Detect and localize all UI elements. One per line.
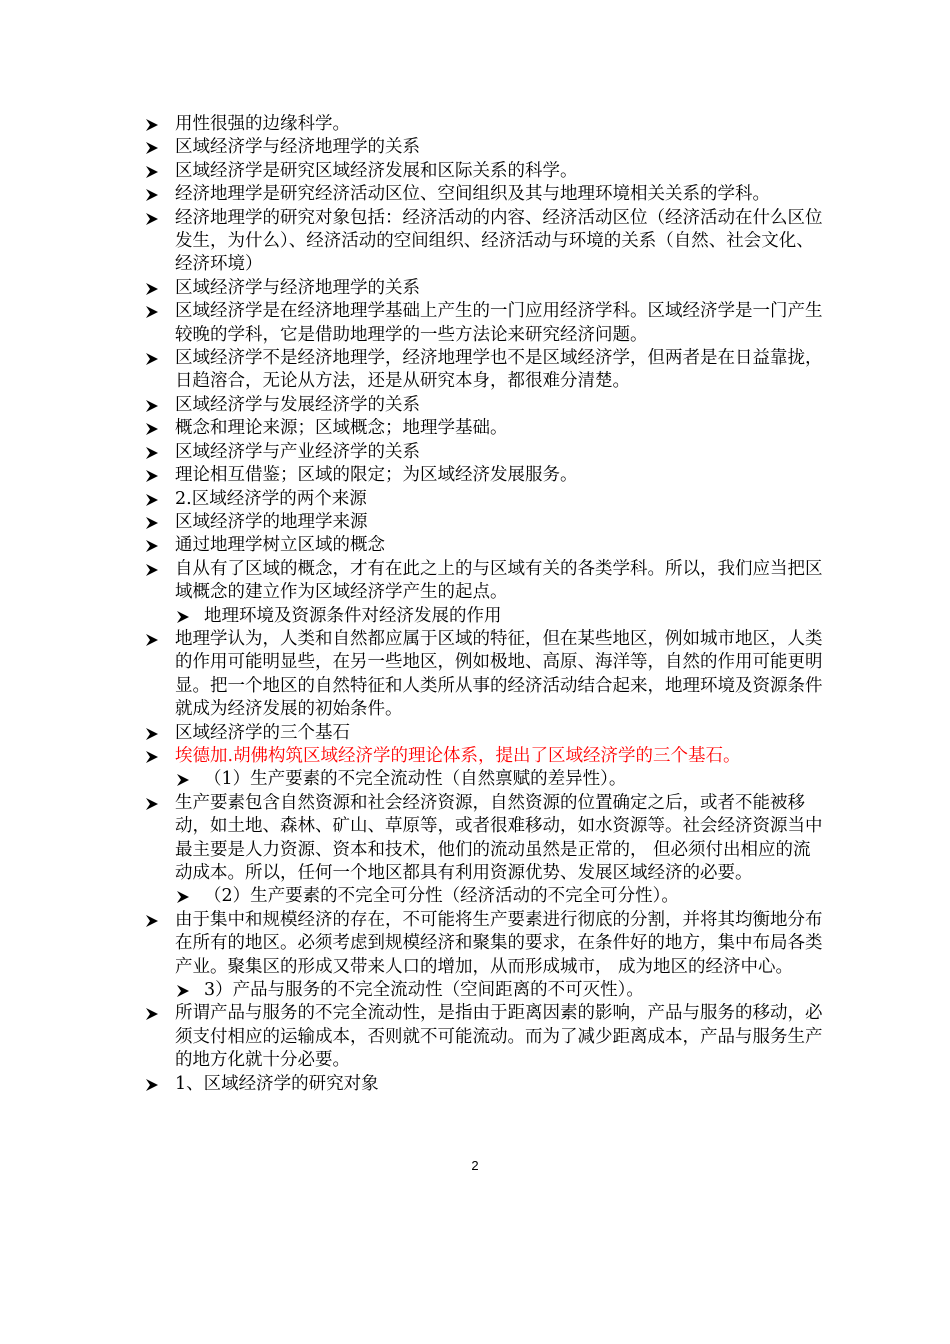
bullet-text: 区域经济学与经济地理学的关系 [175,277,420,298]
arrow-bullet-icon [143,350,161,368]
bullet-text: 区域经济学是在经济地理学基础上产生的一门应用经济学科。区域经济学是一门产生较晚的学科，它是借助地理学的一些方法论来研究经济问题。 [175,301,823,345]
arrow-bullet-icon [143,1005,161,1023]
arrow-bullet-icon [143,397,161,415]
bullet-text: 地理学认为，人类和自然都应属于区域的特征，但在某些地区，例如城市地区，人类的作用可能明显些，在另一些地区，例如极地、高原、海洋等，自然的作用可能更明显。把一个地区的自然特征和人类所从事的经济活动结合起来，地理环境及资源条件就成为经济发展的初始条件。 [175,628,823,720]
bullet-item [143,1073,823,1096]
bullet-text: 经济地理学是研究经济活动区位、空间组织及其与地理环境相关关系的学科。 [175,184,770,205]
arrow-bullet-icon [143,537,161,555]
page-number: 2 [471,1158,479,1173]
bullet-text: 概念和理论来源；区域概念；地理学基础。 [175,418,508,439]
sub-bullet-item [174,768,823,791]
bullet-text: 区域经济学与产业经济学的关系 [175,441,420,462]
arrow-bullet-icon [143,116,161,134]
bullet-text: （1）生产要素的不完全流动性（自然禀赋的差异性）。 [204,769,627,790]
bullet-text: 区域经济学与发展经济学的关系 [175,394,420,415]
bullet-item [143,441,823,464]
bullet-item [143,464,823,487]
bullet-item [143,792,823,886]
bullet-list [143,113,823,1096]
bullet-item [143,722,823,745]
bullet-text: 理论相互借鉴；区域的限定；为区域经济发展服务。 [175,465,578,486]
bullet-item [143,160,823,183]
bullet-item [143,207,823,277]
bullet-item [143,113,823,136]
arrow-bullet-icon [174,982,192,1000]
bullet-item [143,277,823,300]
bullet-text: 生产要素包含自然资源和社会经济资源，自然资源的位置确定之后，或者不能被移动，如土地、森林、矿山、草原等，或者很难移动，如水资源等。社会经济资源当中最主要是人力资源、资本和技术，他们的流动虽然是正常的， 但必须付出相应的流动成本。所以，任何一个地区都具有利用资源优势、发展区域经济的必要。 [175,792,823,883]
bullet-text: 2.区域经济学的两个来源 [175,488,367,509]
arrow-bullet-icon [174,888,192,906]
arrow-bullet-icon [143,163,161,181]
bullet-item [143,417,823,440]
arrow-bullet-icon [143,139,161,157]
arrow-bullet-icon [143,467,161,485]
bullet-item [143,909,823,979]
bullet-item [143,347,823,394]
bullet-item [143,394,823,417]
bullet-text: （2）生产要素的不完全可分性（经济活动的不完全可分性）。 [204,886,679,907]
bullet-text: 区域经济学不是经济地理学，经济地理学也不是区域经济学，但两者是在日益靠拢，日趋溶合，无论从方法，还是从研究本身，都很难分清楚。 [175,348,823,392]
arrow-bullet-icon [143,631,161,649]
arrow-bullet-icon [143,725,161,743]
bullet-text: 区域经济学是研究区域经济发展和区际关系的科学。 [175,160,578,181]
bullet-text: 区域经济学的地理学来源 [175,511,368,532]
arrow-bullet-icon [143,210,161,228]
bullet-item [143,1002,823,1072]
arrow-bullet-icon [143,280,161,298]
bullet-item [143,628,823,722]
bullet-text: 1、区域经济学的研究对象 [175,1073,379,1094]
arrow-bullet-icon [143,444,161,462]
bullet-text: 地理环境及资源条件对经济发展的作用 [204,605,502,626]
bullet-text: 经济地理学的研究对象包括：经济活动的内容、经济活动区位（经济活动在什么区位发生，为什么）、经济活动的空间组织、经济活动与环境的关系（自然、社会文化、经济环境） [175,207,823,275]
bullet-item [143,745,823,768]
arrow-bullet-icon [143,491,161,509]
arrow-bullet-icon [143,795,161,813]
bullet-text: 所谓产品与服务的不完全流动性，是指由于距离因素的影响，产品与服务的移动，必须支付相应的运输成本，否则就不可能流动。而为了减少距离成本，产品与服务生产的地方化就十分必要。 [175,1003,823,1071]
bullet-item [143,136,823,159]
bullet-item [143,488,823,511]
sub-bullet-item [174,605,823,628]
bullet-text: 用性很强的边缘科学。 [175,114,350,134]
arrow-bullet-icon [174,608,192,626]
bullet-item [143,300,823,347]
bullet-text: 自从有了区域的概念，才有在此之上的与区域有关的各类学科。所以，我们应当把区域概念的建立作为区域经济学产生的起点。 [175,558,823,603]
bullet-text: 3）产品与服务的不完全流动性（空间距离的不可灭性）。 [204,980,644,1001]
arrow-bullet-icon [143,303,161,321]
sub-bullet-item [174,979,823,1002]
bullet-item [143,511,823,534]
bullet-text: 埃德加.胡佛构筑区域经济学的理论体系，提出了区域经济学的三个基石。 [175,745,741,766]
arrow-bullet-icon [143,1076,161,1094]
sub-bullet-item [174,885,823,908]
bullet-item [143,558,823,605]
bullet-item [143,183,823,206]
bullet-item [143,534,823,557]
bullet-text: 区域经济学与经济地理学的关系 [175,137,420,158]
arrow-bullet-icon [143,186,161,204]
bullet-text: 由于集中和规模经济的存在，不可能将生产要素进行彻底的分割，并将其均衡地分布在所有的地区。必须考虑到规模经济和聚集的要求，在条件好的地方，集中布局各类产业。聚集区的形成又带来人口的增加，从而形成城市， 成为地区的经济中心。 [175,909,823,977]
arrow-bullet-icon [143,514,161,532]
arrow-bullet-icon [143,561,161,579]
arrow-bullet-icon [143,420,161,438]
arrow-bullet-icon [143,912,161,930]
bullet-text: 通过地理学树立区域的概念 [175,535,385,556]
arrow-bullet-icon [174,771,192,789]
arrow-bullet-icon [143,748,161,766]
bullet-text: 区域经济学的三个基石 [175,722,350,743]
